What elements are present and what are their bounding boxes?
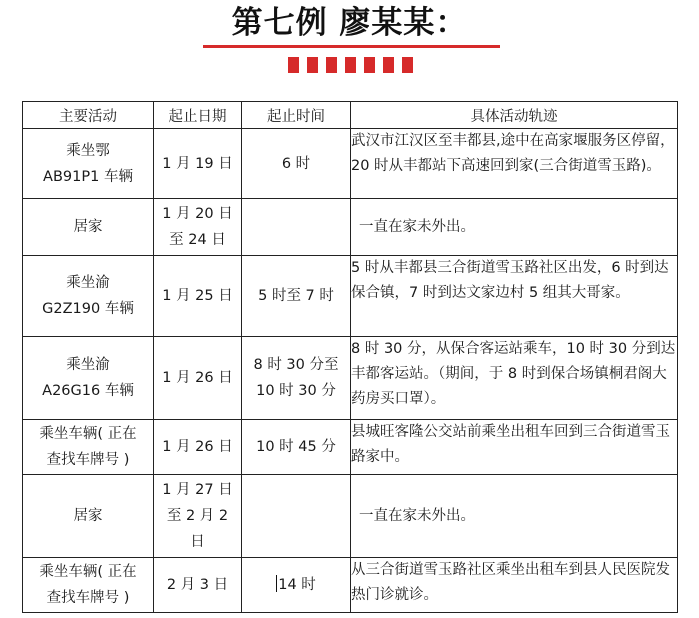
time-cell: 5 时至 7 时: [258, 288, 334, 304]
header-date: 起止日期: [154, 102, 242, 129]
track-cell: 从三合街道雪玉路社区乘坐出租车到县人民医院发热门诊就诊。: [351, 562, 670, 603]
table-row: [23, 256, 678, 337]
table-row: [23, 129, 678, 199]
time-cell: 6 时: [281, 155, 311, 172]
dash-mark: [288, 57, 299, 73]
dash-mark: [345, 57, 356, 73]
dash-mark: [402, 57, 413, 73]
date-cell: 1 月 26 日: [162, 370, 233, 386]
activity-table: [22, 101, 678, 613]
dash-mark: [307, 57, 318, 73]
table-row: [23, 199, 678, 256]
date-cell: 1 月 20 日 至 24 日: [162, 206, 233, 248]
activity-cell: 居家: [73, 508, 103, 524]
header-track: 具体活动轨迹: [351, 102, 678, 129]
dash-mark: [383, 57, 394, 73]
dash-mark: [364, 57, 375, 73]
track-cell: 5 时从丰都县三合街道雪玉路社区出发，6 时到达保合镇，7 时到达文家边村 5 组其大哥家。: [351, 260, 669, 301]
date-cell: 1 月 19 日: [162, 155, 233, 172]
activity-cell: 乘坐车辆( 正在 查找车牌号 ): [39, 426, 137, 468]
header-activity: 主要活动: [23, 102, 154, 129]
decorative-dashes: [288, 57, 413, 73]
table-header-row: [23, 102, 678, 129]
time-cell: 14 时: [278, 577, 316, 593]
activity-cell: 乘坐渝 G2Z190 车辆: [42, 275, 134, 317]
track-cell: 一直在家未外出。: [359, 219, 475, 235]
date-cell: 1 月 26 日: [162, 439, 233, 455]
date-cell: 2 月 3 日: [166, 577, 229, 593]
date-cell: 1 月 27 日 至 2 月 2 日: [162, 482, 233, 550]
track-cell: 一直在家未外出。: [359, 508, 475, 524]
dash-mark: [326, 57, 337, 73]
track-cell: 8 时 30 分，从保合客运站乘车，10 时 30 分到达丰都客运站。（期间，于 8 时到保合场镇桐君阁大药房买口罩）。: [351, 341, 676, 407]
track-cell: 县城旺客隆公交站前乘坐出租车回到三合街道雪玉路家中。: [351, 424, 670, 465]
table-row: [23, 420, 678, 475]
table-row: [23, 337, 678, 420]
table-row: [23, 558, 678, 613]
time-cell: 8 时 30 分至 10 时 30 分: [253, 357, 339, 399]
header-time: 起止时间: [242, 102, 351, 129]
table-row: [23, 475, 678, 558]
activity-cell: 乘坐车辆( 正在 查找车牌号 ): [39, 564, 137, 606]
date-cell: 1 月 25 日: [162, 288, 233, 304]
title-underline: [203, 45, 500, 48]
time-cell: 10 时 45 分: [256, 439, 336, 455]
activity-cell: 乘坐渝 A26G16 车辆: [42, 357, 134, 399]
activity-cell: 居家: [73, 219, 103, 235]
page-title: 第七例 廖某某：: [231, 5, 468, 41]
activity-cell: 乘坐鄂 AB91P1 车辆: [43, 142, 133, 185]
track-cell: 武汉市江汉区至丰都县,途中在高家堰服务区停留，20 时从丰都站下高速回到家(三合街道雪玉路)。: [351, 133, 675, 174]
